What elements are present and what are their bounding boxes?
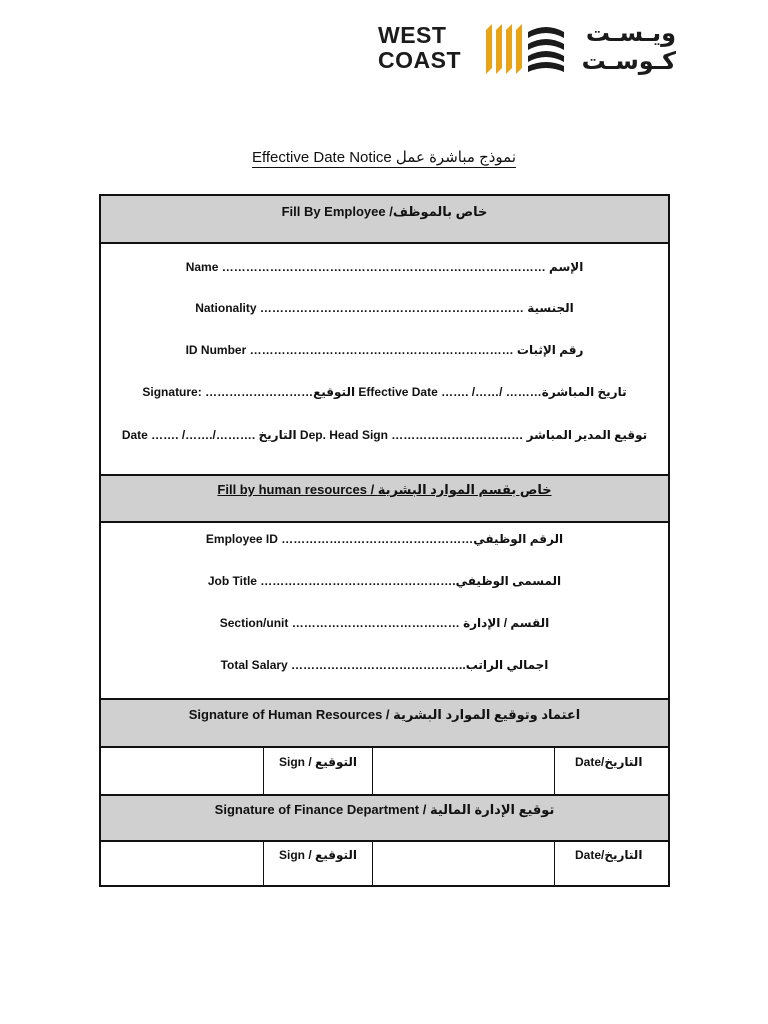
hr-signature-title: Signature of Human Resources / اعتماد وتوقيع الموارد البشرية <box>188 707 581 722</box>
finance-date-label: Date/التاريخ <box>575 848 643 862</box>
divider <box>101 746 668 748</box>
divider <box>101 242 668 244</box>
logo-text-arabic-west: ويـسـت <box>585 19 676 47</box>
employee-section-header <box>101 196 668 242</box>
logo-text-west: WEST <box>378 22 447 48</box>
date-head-sign-field[interactable]: Date ……. /……./………. التاريخ Dep. Head Sign …………………………… توقيع المدير المباشر <box>121 428 648 442</box>
cell-divider <box>554 748 555 794</box>
section-unit-field[interactable]: Section/unit …………………………………… القسم / الإدارة <box>219 616 550 630</box>
employee-id-field[interactable]: Employee ID …………………………………………الرقم الوظيفي <box>205 532 564 546</box>
hr-section-header <box>101 476 668 521</box>
total-salary-field[interactable]: Total Salary ……………………………………..اجمالي الراتب <box>220 658 549 672</box>
hr-date-label: Date/التاريخ <box>575 755 643 769</box>
cell-divider <box>372 842 373 885</box>
signature-effective-date-field[interactable]: Signature: ………………………التوقيع Effective Date ……. /……/ ………تاريخ المباشرة <box>142 385 627 399</box>
divider <box>101 521 668 523</box>
cell-divider <box>372 748 373 794</box>
cell-divider <box>263 842 264 885</box>
hr-sign-label: Sign / التوقيع <box>279 755 357 769</box>
nationality-field[interactable]: Nationality ………………………………………………………… الجنسية <box>195 301 574 315</box>
form-table <box>99 194 670 887</box>
hr-signature-header <box>101 700 668 746</box>
finance-signature-title: Signature of Finance Department / توقيع الإدارة المالية <box>214 802 555 817</box>
employee-section-title: Fill By Employee /خاص بالموظف <box>281 204 488 219</box>
logo-bars-icon <box>486 24 522 74</box>
cell-divider <box>554 842 555 885</box>
company-logo <box>376 18 676 80</box>
divider <box>101 840 668 842</box>
job-title-field[interactable]: Job Title ………………………………………….المسمى الوظيفي <box>207 574 562 588</box>
logo-waves-icon <box>526 24 566 74</box>
finance-sign-label: Sign / التوقيع <box>279 848 357 862</box>
id-number-field[interactable]: ID Number ………………………………………………………… رقم الإثبات <box>185 343 584 357</box>
document-title-text: Effective Date Notice نموذج مباشرة عمل <box>251 149 517 166</box>
logo-text-arabic-coast: كـوسـت <box>581 47 676 75</box>
finance-signature-header <box>101 796 668 840</box>
logo-text-coast: COAST <box>378 47 461 73</box>
document-title <box>0 148 768 166</box>
name-field[interactable]: Name ……………………………………………………………………… الإسم <box>185 260 584 274</box>
hr-section-title: Fill by human resources / خاص بقسم الموارد البشرية <box>217 482 552 497</box>
cell-divider <box>263 748 264 794</box>
